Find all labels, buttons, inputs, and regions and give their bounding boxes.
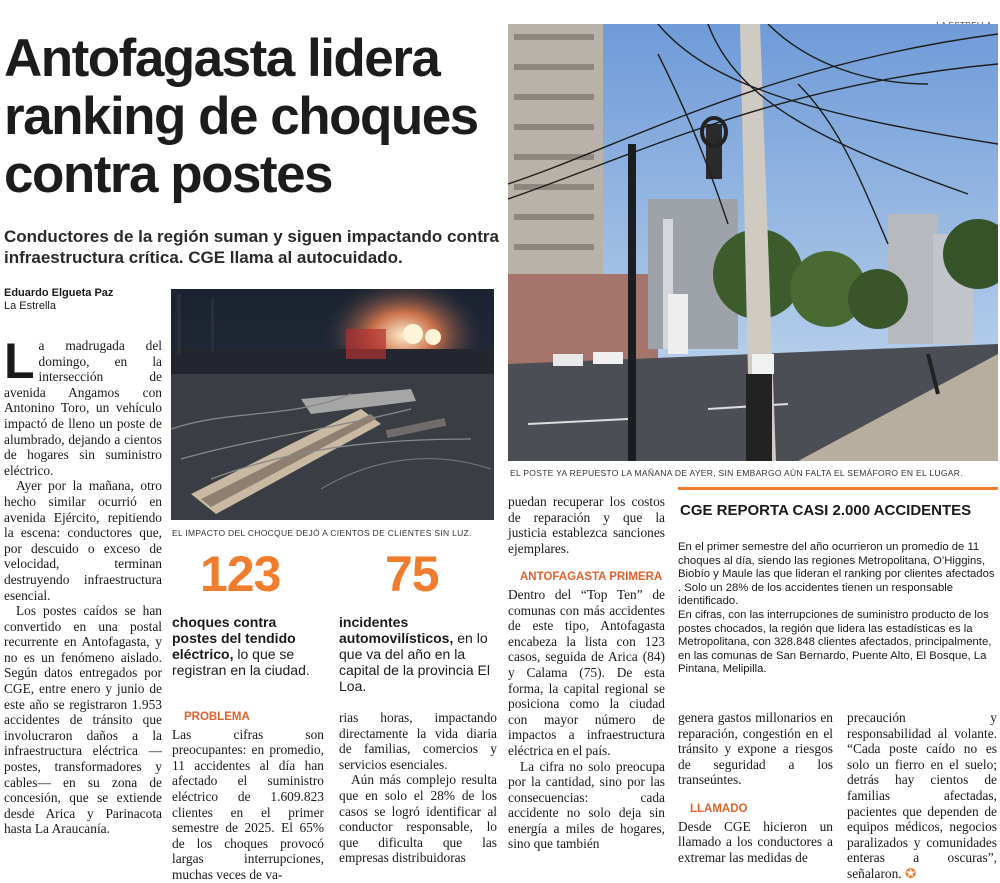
- pole-photo: [508, 24, 998, 461]
- paragraph: rias horas, impactando directamente la vida diaria de familias, comercios y servicios esenciales.: [339, 710, 497, 772]
- paragraph: Los postes caídos se han convertido en una postal recurrente en Antofagasta, y no es un fenómeno aislado. Según datos entregados por CGE, entre enero y junio de este año se registraron 1.953 accidentes de tránsito que involucraron daños a la infraestructura eléctrica —postes, transformadores y cables— en su zona de concesión, que se extiende desde Arica y Parinacota hasta La Araucanía.: [4, 603, 162, 837]
- byline-outlet: La Estrella: [4, 300, 56, 312]
- paragraph: genera gastos millonarios en reparación, congestión en el tránsito y expone a riesgos de seguridad a los transeúntes.: [678, 710, 833, 788]
- lead-text: a madrugada del domingo, en la intersección de avenida Angamos con Antonino Toro, un vehículo impactó de lleno un poste de alumbrado, dejando a cientos de hogares sin suministro eléctrico.: [4, 338, 162, 478]
- stat-label-75: [339, 614, 499, 694]
- column-6: [847, 710, 997, 882]
- closing-text: precaución y responsabilidad al volante. “Cada poste caído no es solo un fierro en el suelo; detrás hay cientos de familias afectadas, pacientes que dependen de equipos médicos, negocios paralizados y comunidades enteras a oscuras”, señalaron.: [847, 710, 997, 881]
- byline-author: Eduardo Elgueta Paz: [4, 287, 114, 299]
- crash-photo-caption: EL IMPACTO DEL CHOCQUE DEJÓ A CIENTOS DE CLIENTES SIN LUZ.: [172, 528, 472, 538]
- stat-rest: en lo que va del año en la capital de la provincia El Loa.: [339, 630, 490, 694]
- box-title: CGE REPORTA CASI 2.000 ACCIDENTES: [680, 502, 972, 519]
- stat-bold: choques contra postes del tendido eléctrico,: [172, 614, 296, 662]
- box-body: [678, 541, 996, 677]
- paragraph: [847, 710, 997, 882]
- stat-number-75: 75: [385, 546, 439, 602]
- deck: Conductores de la región suman y siguen impactando contra infraestructura crítica. CGE llama al autocuidado.: [4, 227, 499, 267]
- paragraph: Aún más complejo resulta que en solo el 28% de los casos se logró identificar al conductor responsable, lo que dificulta que las empresas distribuidoras: [339, 772, 497, 866]
- pole-photo-caption: EL POSTE YA REPUESTO LA MAÑANA DE AYER, SIN EMBARGO AÚN FALTA EL SEMÁFORO EN EL LUGAR.: [510, 468, 963, 478]
- stat-number-123: 123: [200, 546, 281, 602]
- column-2: [172, 710, 324, 883]
- lead-paragraph: [4, 333, 162, 478]
- subhead-problema: PROBLEMA: [184, 711, 250, 723]
- column-5: [678, 710, 833, 865]
- subhead-antofagasta-primera: ANTOFAGASTA PRIMERA: [520, 571, 663, 584]
- box-accent-bar: [678, 487, 998, 490]
- byline: [4, 287, 113, 313]
- paragraph: La cifra no solo preocupa por la cantidad, sino por las consecuencias: cada accidente no solo deja sin energía a miles de hogares, sino que también: [508, 758, 665, 852]
- stat-rest: lo que se registran en la ciudad.: [172, 646, 310, 678]
- paragraph: Desde CGE hicieron un llamado a los conductores a extremar las medidas de: [678, 818, 833, 865]
- stat-label-123: [172, 614, 324, 678]
- headline: Antofagasta lidera ranking de choques contra postes: [4, 29, 478, 204]
- end-mark-icon: ✪: [905, 865, 917, 881]
- stat-bold: incidentes automovilísticos,: [339, 614, 454, 646]
- crash-photo-image: [171, 289, 494, 520]
- crash-photo: [171, 289, 494, 520]
- paragraph: Ayer por la mañana, otro hecho similar ocurrió en avenida Ejército, repitiendo la escena: conductores que, por descuido o exceso de velocidad, terminan destruyendo infraestructura esencial.: [4, 478, 162, 603]
- paragraph: puedan recuperar los costos de reparación y que la justicia establezca sanciones ejemplares.: [508, 494, 665, 556]
- subhead-llamado: LLAMADO: [690, 802, 748, 815]
- paragraph: Dentro del “Top Ten” de comunas con más accidentes de este tipo, Antofagasta encabeza la lista con 123 casos, seguida de Arica (84) y Calama (75). De esta forma, la capital regional se posiciona como la ciudad con mayor número de impactos a infraestructura eléctrica en el país.: [508, 586, 665, 758]
- column-3: [339, 710, 497, 866]
- box-paragraph: En cifras, con las interrupciones de suministro producto de los postes chocados, la región que lidera las estadísticas es la Metropolitana, con 328.848 clientes afectados, principalmente, en las comunas de San Bernardo, Puente Alto, El Bosque, La Pintana, Melipilla.: [678, 608, 992, 676]
- column-4: [508, 494, 665, 852]
- drop-cap: L: [4, 333, 35, 389]
- column-1: [4, 333, 162, 837]
- pole-photo-image: [508, 24, 998, 461]
- paragraph: Las cifras son preocupantes: en promedio, 11 accidentes al día han afectado el suministro eléctrico de 1.609.823 clientes en el primer semestre de 2025. El 65% de los choques provocó largas interrupciones, muchas veces de va-: [172, 726, 324, 882]
- box-paragraph: En el primer semestre del año ocurrieron un promedio de 11 choques al día, siendo las regiones Metropolitana, O’Higgins, Biobío y Maule las que lideran el ranking por clientes afectados . Solo un 28% de los accidentes tienen un responsable identificado.: [678, 541, 995, 608]
